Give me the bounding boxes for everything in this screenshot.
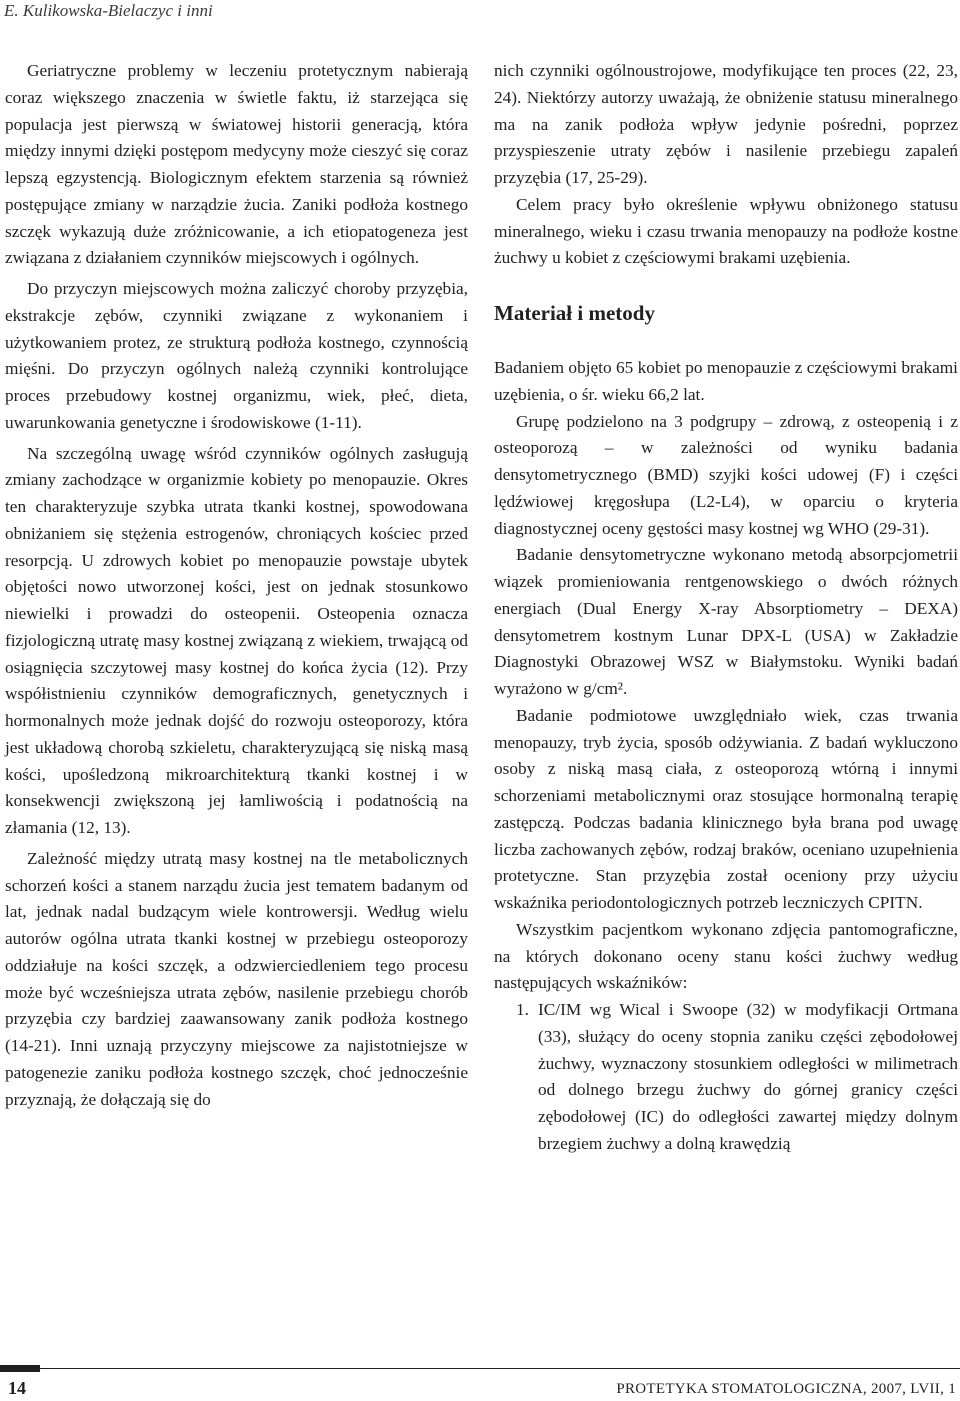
right-column xyxy=(494,58,958,1158)
footer-rule xyxy=(0,1368,960,1369)
body-paragraph: Badanie podmiotowe uwzględniało wiek, czas trwania menopauzy, tryb życia, sposób odżywiania. Z badań wykluczono osoby z niską masą ciała, z osteoporozą wtórną i innymi schorzeniami metabolicznymi oraz stosujące hormonalną terapię zastępczą. Podczas badania klinicznego była brana pod uwagę liczba zachowanych zębów, rodzaj braków, oceniano uzupełnienia protetyczne. Stan przyzębia został oceniony przy użyciu wskaźnika periodontologicznych potrzeb leczniczych CPITN. xyxy=(494,705,958,912)
running-head: E. Kulikowska-Bielaczyc i inni xyxy=(4,1,213,20)
body-paragraph: Geriatryczne problemy w leczeniu protetycznym nabierają coraz większego znaczenia w świetle faktu, iż starzejąca się populacja jest pierwszą w światowej historii generacją, która między innymi dzięki postępom medycyny może cieszyć się coraz lepszą egzystencją. Biologicznym efektem starzenia są również postępujące zmiany w narządzie żucia. Zaniki podłoża kostnego szczęk wykazują duże zróżnicowanie, a ich etiopatogeneza jest związana z działaniem czynników miejscowych i ogólnych. xyxy=(5,61,468,268)
section-heading: Materiał i metody xyxy=(494,301,655,325)
journal-footer: PROTETYKA STOMATOLOGICZNA, 2007, LVII, 1 xyxy=(616,1381,956,1397)
body-paragraph: Do przyczyn miejscowych można zaliczyć choroby przyzębia, ekstrakcje zębów, czynniki związane z wykonaniem i użytkowaniem protez, ze strukturą podłoża kostnego, czynnością mięśni. Do przyczyn ogólnych należą czynniki kontrolujące proces przebudowy kostnej organizmu, wiek, płeć, dieta, uwarunkowania genetyczne i środowiskowe (1-11). xyxy=(5,279,468,432)
body-paragraph: Grupę podzielono na 3 podgrupy – zdrową, z osteopenią i z osteoporozą – w zależności od wyniku badania densytometrycznego (BMD) szyjki kości udowej (F) i części lędźwiowej kręgosłupa (L2-L4), w oparciu o kryteria diagnostycznej oceny gęstości masy kostnej wg WHO (29-31). xyxy=(494,411,958,538)
body-paragraph: Wszystkim pacjentkom wykonano zdjęcia pantomograficzne, na których dokonano oceny stanu kości żuchwy według następujących wskaźników: xyxy=(494,919,958,993)
list-item-text: IC/IM wg Wical i Swoope (32) w modyfikacji Ortmana (33), służący do oceny stopnia zaniku części zębodołowej żuchwy, wyznaczony stosunkiem odległości w milimetrach od dolnego brzegu żuchwy do górnej granicy części zębodołowej (IC) do odległości zawartej między dolnym brzegiem żuchwy a dolną krawędzią xyxy=(538,1000,958,1153)
list-item-number: 1. xyxy=(516,1000,529,1019)
body-paragraph: Badanie densytometryczne wykonano metodą absorpcjometrii wiązek promieniowania rentgenowskiego o dwóch różnych energiach (Dual Energy X-ray Absorptiometry – DEXA) densytometrem kostnym Lunar DPX-L (USA) w Zakładzie Diagnostyki Obrazowej WSZ w Białymstoku. Wyniki badań wyrażono w g/cm². xyxy=(494,545,958,698)
numbered-list xyxy=(494,997,958,1158)
page-number: 14 xyxy=(8,1378,26,1398)
body-paragraph: Zależność między utratą masy kostnej na tle metabolicznych schorzeń kości a stanem narządu żucia jest tematem badanym od lat, jednak nadal budzącym wiele kontrowersji. Według wielu autorów ogólna utrata tkanki kostnej w przebiegu osteoporozy oddziałuje na kości szczęk, a odzwierciedleniem tego procesu może być wcześniejsza utrata zębów, nasilenie przebiegu chorób przyzębia czy bardziej zaawansowany zanik podłoża kostnego (14-21). Inni uznają przyczyny miejscowe za najistotniejsze w patogenezie zaniku podłoża kostnego szczęk, choć jednocześnie przyznają, że dołączają się do xyxy=(5,848,468,1109)
body-paragraph: Celem pracy było określenie wpływu obniżonego statusu mineralnego, wieku i czasu trwania menopauzy na podłoże kostne żuchwy u kobiet z częściowymi brakami uzębienia. xyxy=(494,194,958,268)
body-paragraph: Na szczególną uwagę wśród czynników ogólnych zasługują zmiany zachodzące w organizmie kobiety po menopauzie. Okres ten charakteryzuje szybka utrata tkanki kostnej, spowodowana obniżaniem się stężenia estrogenów, chroniących kościec przed resorpcją. U zdrowych kobiet po menopauzie powstaje ubytek objętości nowo utworzonej kości, jest on jednak stosunkowo niewielki i prowadzi do osteopenii. Osteopenia oznacza fizjologiczną utratę masy kostnej związaną z wiekiem, trwającą od osiągnięcia szczytowej masy kostnej do końca życia (12). Przy współistnieniu czynników demograficznych, genetycznych i hormonalnych może jednak dojść do rozwoju osteoporozy, która jest układową chorobą szkieletu, charakteryzującą się niską masą kości, upośledzoną mikroarchitekturą tkanki kostnej i w konsekwencji zwiększoną jej łamliwością i podatnością na złamania (12, 13). xyxy=(5,443,468,837)
list-item xyxy=(494,997,958,1158)
body-paragraph: nich czynniki ogólnoustrojowe, modyfikujące ten proces (22, 23, 24). Niektórzy autorzy uważają, że obniżenie statusu mineralnego ma na zanik podłoża wpływ jedynie pośredni, poprzez przyspieszenie utraty zębów i nasilenie przebiegu zapaleń przyzębia (17, 25-29). xyxy=(494,61,958,187)
left-column xyxy=(5,58,468,1113)
body-paragraph: Badaniem objęto 65 kobiet po menopauzie z częściowymi brakami uzębienia, o śr. wieku 66,2 lat. xyxy=(494,358,958,404)
